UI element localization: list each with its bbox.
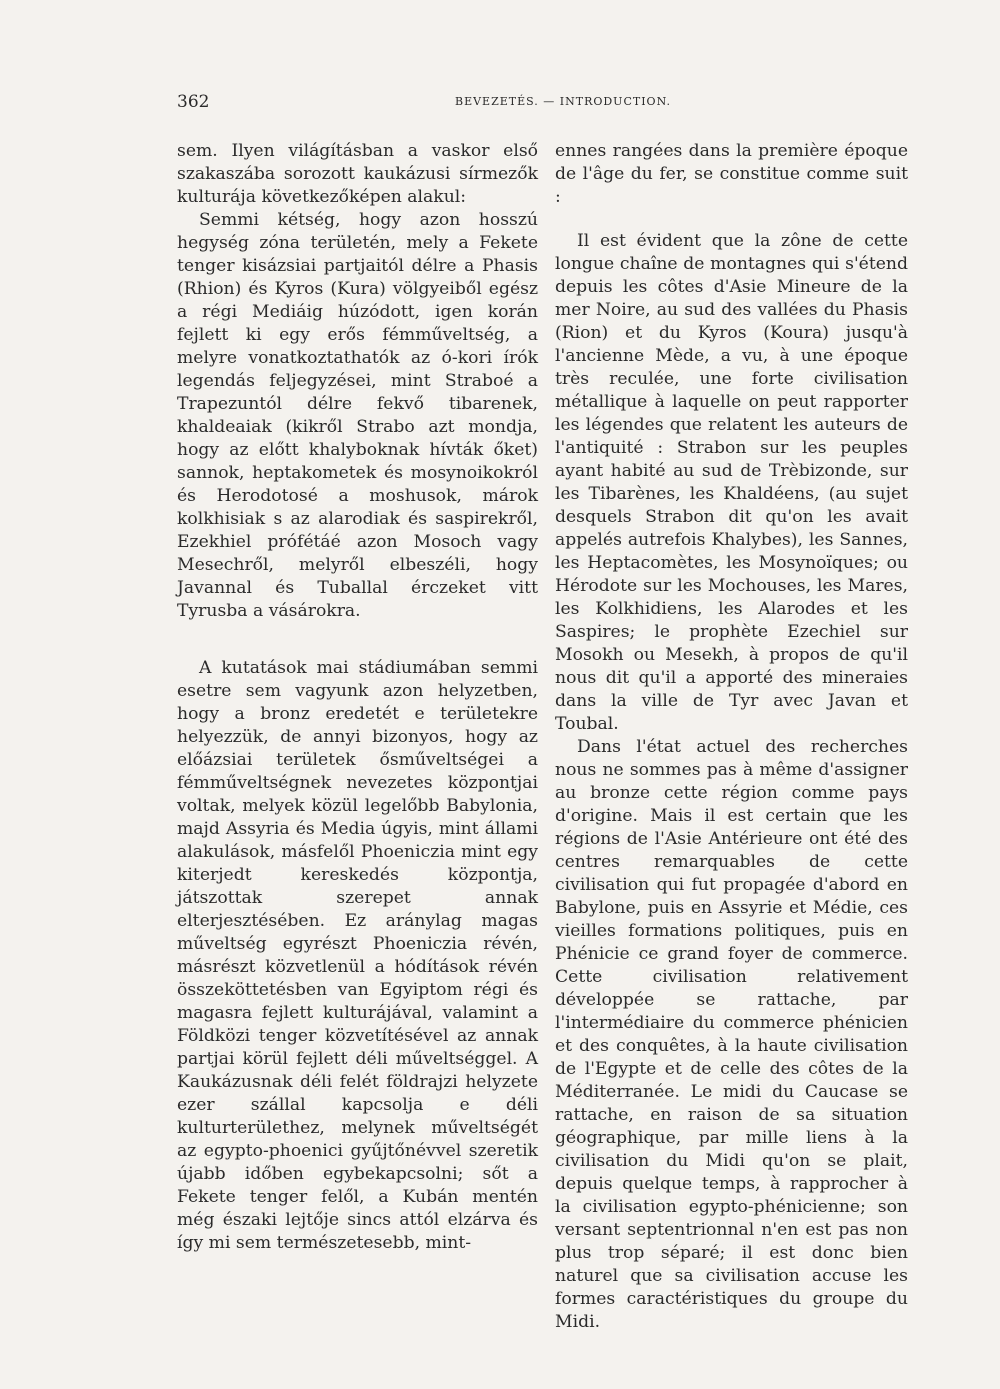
fr-paragraph-1: ennes rangées dans la première époque de l'âge du fer, se constitue comme suit : <box>555 141 908 207</box>
page-number: 362 <box>177 92 210 112</box>
hungarian-column <box>177 140 538 1255</box>
fr-paragraph-3: Dans l'état actuel des recherches nous ne sommes pas à même d'assigner au bronze cette région comme pays d'origine. Mais il est certain que les régions de l'Asie Antérieure ont été des centres remarquables de cette civilisation qui fut propagée d'abord en Babylone, puis en Assyrie et Médie, ces vieilles formations politiques, puis en Phénicie ce grand foyer de commerce. Cette civilisation relativement développée se rattache, par l'intermédiaire du commerce phénicien et des conquêtes, à la haute civilisation de l'Egypte et de celle des côtes de la Méditerranée. Le midi du Caucase se rattache, en raison de sa situation géographique, par mille liens à la civilisation du Midi qu'on se plait, depuis quelque temps, à rapprocher à la civilisation egypto-phénicienne; son versant septentrionnal n'en est pas non plus trop séparé; il est donc bien naturel que sa civilisation accuse les formes caractéristiques du groupe du Midi. <box>555 737 908 1332</box>
french-column <box>555 140 908 1334</box>
hu-paragraph-3: A kutatások mai stádiumában semmi esetre sem vagyunk azon helyzetben, hogy a bronz eredetét e területekre helyezzük, de annyi bizonyos, hogy az előázsiai területek ősműveltségei a fémműveltségnek nevezetes központjai voltak, melyek közül legelőbb Babylonia, majd Assyria és Media úgyis, mint állami alakulások, másfelől Phoeniczia mint egy kiterjedt kereskedés központja, játszottak szerepet annak elterjesztésében. Ez aránylag magas műveltség egyrészt Phoeniczia révén, másrészt közvetlenül a hódítások révén összeköttetésben van Egyiptom régi és magasra fejlett kulturájával, valamint a Földközi tenger közvetítésével az annak partjai körül fejlett déli műveltséggel. A Kaukázusnak déli felét földrajzi helyzete ezer szállal kapcsolja e déli kulturterülethez, melynek műveltségét az egypto-phoenici gyűjtőnévvel szeretik újabb időben egybekapcsolni; sőt a Fekete tenger felől, a Kubán mentén még északi lejtője sincs attól elzárva és így mi sem természetesebb, mint- <box>177 658 538 1253</box>
running-head: BEVEZETÉS. — INTRODUCTION. <box>455 95 671 108</box>
hu-paragraph-2: Semmi kétség, hogy azon hosszú hegység zóna területén, mely a Fekete tenger kisázsiai partjaitól délre a Phasis (Rhion) és Kyros (Kura) völgyeiből egész a régi Mediáig húzódott, igen korán fejlett ki egy erős fémműveltség, a melyre vonatkoztathatók az ó-kori írók legendás feljegyzései, mint Straboé a Trapezuntól délre fekvő tibarenek, khaldeaiak (kikről Strabo azt mondja, hogy az előtt khalyboknak hívták őket) sannok, heptakometek és mosynoikokról és Herodotosé a moshusok, márok kolkhisiak s az alarodiak és saspirekről, Ezekhiel prófétáé azon Mosoch vagy Mesechről, melyről elbeszéli, hogy Javannal és Tuballal érczeket vitt Tyrusba a vásárokra. <box>177 210 538 621</box>
page-header <box>0 92 1000 116</box>
fr-paragraph-2: Il est évident que la zône de cette longue chaîne de montagnes qui s'étend depuis les côtes d'Asie Mineure de la mer Noire, au sud des vallées du Phasis (Rion) et du Kyros (Koura) jusqu'à l'ancienne Mède, a vu, à une époque très reculée, une forte civilisation métallique à laquelle on peut rapporter les légendes que relatent les auteurs de l'antiquité : Strabon sur les peuples ayant habité au sud de Trèbizonde, sur les Tibarènes, les Khaldéens, (au sujet desquels Strabon dit qu'on les avait appelés autrefois Khalybes), les Sannes, les Heptacomètes, les Mosynoïques; ou Hérodote sur les Mochouses, les Mares, les Kolkhidiens, les Alarodes et les Saspires; le prophète Ezechiel sur Mosokh ou Mesekh, à propos de qu'il nous dit qu'il a apporté des mineraies dans la ville de Tyr avec Javan et Toubal. <box>555 231 908 734</box>
hu-paragraph-1: sem. Ilyen világításban a vaskor első szakaszába sorozott kaukázusi sírmezők kulturája következőképen alakul: <box>177 141 538 207</box>
